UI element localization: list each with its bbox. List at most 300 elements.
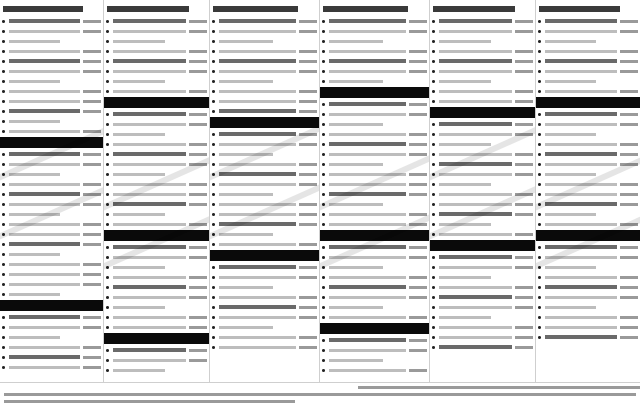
feature-price xyxy=(515,60,533,63)
bullet-icon xyxy=(322,316,325,319)
bullet-icon xyxy=(432,30,435,33)
feature-text xyxy=(9,336,60,339)
feature-row xyxy=(104,199,209,209)
feature-text xyxy=(329,163,383,166)
feature-text xyxy=(219,50,296,53)
bullet-icon xyxy=(322,143,325,146)
feature-row xyxy=(320,262,429,272)
feature-row xyxy=(430,272,535,282)
bullet-icon xyxy=(106,349,109,352)
feature-row xyxy=(320,56,429,66)
feature-price xyxy=(409,143,427,146)
feature-row xyxy=(0,26,103,36)
feature-text xyxy=(545,285,617,289)
bullet-icon xyxy=(538,203,541,206)
feature-row xyxy=(536,46,640,56)
feature-price xyxy=(620,123,638,126)
feature-row xyxy=(210,36,319,46)
feature-text xyxy=(329,203,383,206)
bullet-icon xyxy=(432,80,435,83)
bullet-icon xyxy=(538,286,541,289)
bullet-icon xyxy=(106,163,109,166)
feature-text xyxy=(329,173,406,176)
feature-text xyxy=(545,335,617,339)
feature-row xyxy=(536,36,640,46)
column-heading-text xyxy=(433,6,515,12)
bullet-icon xyxy=(432,100,435,103)
feature-row xyxy=(0,259,103,269)
bullet-icon xyxy=(106,133,109,136)
feature-row xyxy=(320,242,429,252)
feature-text xyxy=(219,143,296,146)
feature-text xyxy=(329,59,406,63)
bullet-icon xyxy=(106,20,109,23)
feature-row xyxy=(430,322,535,332)
feature-row xyxy=(104,262,209,272)
feature-row xyxy=(0,116,103,126)
feature-price xyxy=(83,30,101,33)
feature-row xyxy=(536,129,640,139)
bullet-icon xyxy=(106,203,109,206)
feature-row xyxy=(430,149,535,159)
section-feature-list xyxy=(104,242,209,332)
feature-price xyxy=(83,50,101,53)
feature-row xyxy=(210,129,319,139)
bullet-icon xyxy=(432,183,435,186)
feature-text xyxy=(113,306,165,309)
feature-row xyxy=(0,16,103,26)
bullet-icon xyxy=(106,326,109,329)
feature-text xyxy=(329,369,406,372)
feature-row xyxy=(0,66,103,76)
feature-text xyxy=(545,202,617,206)
feature-row xyxy=(210,229,319,239)
feature-price xyxy=(83,316,101,319)
feature-row xyxy=(0,249,103,259)
feature-row xyxy=(536,16,640,26)
feature-text xyxy=(9,315,80,319)
feature-row xyxy=(210,159,319,169)
feature-price xyxy=(299,316,317,319)
feature-text xyxy=(9,242,80,246)
bullet-icon xyxy=(538,246,541,249)
section-header-bar xyxy=(320,87,429,98)
feature-row xyxy=(210,149,319,159)
feature-text xyxy=(439,255,512,259)
column-heading xyxy=(320,2,429,16)
section-header-bar xyxy=(104,333,209,344)
feature-price xyxy=(83,90,101,93)
bullet-icon xyxy=(538,316,541,319)
feature-row xyxy=(0,56,103,66)
feature-price xyxy=(83,183,101,186)
bullet-icon xyxy=(106,123,109,126)
bullet-icon xyxy=(212,266,215,269)
bullet-icon xyxy=(212,173,215,176)
feature-row xyxy=(0,352,103,362)
bullet-icon xyxy=(432,326,435,329)
bullet-icon xyxy=(322,256,325,259)
feature-text xyxy=(439,80,491,83)
feature-text xyxy=(545,50,617,53)
feature-row xyxy=(320,169,429,179)
bullet-icon xyxy=(538,183,541,186)
feature-price xyxy=(409,70,427,73)
feature-row xyxy=(320,335,429,345)
bullet-icon xyxy=(432,306,435,309)
feature-text xyxy=(545,133,596,136)
feature-text xyxy=(113,193,186,196)
feature-text xyxy=(329,80,383,83)
bullet-icon xyxy=(538,30,541,33)
column-heading-text xyxy=(323,6,408,12)
bullet-icon xyxy=(322,20,325,23)
feature-row xyxy=(320,219,429,229)
bullet-icon xyxy=(212,153,215,156)
bullet-icon xyxy=(2,293,5,296)
feature-price xyxy=(409,246,427,249)
feature-row xyxy=(320,365,429,375)
feature-text xyxy=(439,173,512,176)
bullet-icon xyxy=(322,339,325,342)
feature-row xyxy=(0,312,103,322)
feature-text xyxy=(113,163,186,166)
feature-text xyxy=(545,256,617,259)
feature-row xyxy=(430,179,535,189)
feature-text xyxy=(9,109,80,113)
feature-text xyxy=(113,266,165,269)
feature-text xyxy=(329,192,406,196)
bullet-icon xyxy=(432,60,435,63)
bullet-icon xyxy=(2,173,5,176)
feature-text xyxy=(439,100,512,103)
feature-text xyxy=(9,163,80,166)
feature-price xyxy=(409,103,427,106)
feature-list xyxy=(320,16,429,86)
feature-price xyxy=(189,90,207,93)
feature-row xyxy=(104,129,209,139)
feature-text xyxy=(219,265,296,269)
feature-row xyxy=(104,365,209,375)
bullet-icon xyxy=(322,349,325,352)
bullet-icon xyxy=(322,213,325,216)
bullet-icon xyxy=(2,120,5,123)
bullet-icon xyxy=(2,203,5,206)
column-heading xyxy=(430,2,535,16)
bullet-icon xyxy=(212,143,215,146)
section-header-bar xyxy=(320,323,429,334)
feature-text xyxy=(545,163,617,166)
bullet-icon xyxy=(2,223,5,226)
feature-text xyxy=(9,192,80,196)
feature-row xyxy=(0,96,103,106)
bullet-icon xyxy=(538,50,541,53)
bullet-icon xyxy=(538,163,541,166)
bullet-icon xyxy=(212,193,215,196)
feature-text xyxy=(545,266,596,269)
feature-row xyxy=(536,302,640,312)
bullet-icon xyxy=(2,336,5,339)
feature-text xyxy=(545,19,617,23)
feature-price xyxy=(620,193,638,196)
feature-price xyxy=(189,60,207,63)
feature-text xyxy=(219,326,273,329)
bullet-icon xyxy=(538,90,541,93)
feature-row xyxy=(320,199,429,209)
bullet-icon xyxy=(322,70,325,73)
feature-row xyxy=(104,159,209,169)
feature-row xyxy=(104,272,209,282)
feature-price xyxy=(299,90,317,93)
bullet-icon xyxy=(106,113,109,116)
feature-row xyxy=(210,179,319,189)
bullet-icon xyxy=(322,266,325,269)
feature-row xyxy=(104,282,209,292)
bullet-icon xyxy=(322,359,325,362)
feature-price xyxy=(409,223,427,226)
bullet-icon xyxy=(538,336,541,339)
feature-text xyxy=(113,369,165,372)
feature-text xyxy=(9,50,80,53)
feature-row xyxy=(536,66,640,76)
feature-row xyxy=(104,189,209,199)
feature-price xyxy=(620,296,638,299)
bullet-icon xyxy=(212,183,215,186)
feature-text xyxy=(329,123,383,126)
bullet-icon xyxy=(212,326,215,329)
bullet-icon xyxy=(212,336,215,339)
feature-text xyxy=(9,273,80,276)
feature-text xyxy=(9,293,60,296)
feature-text xyxy=(219,40,273,43)
bullet-icon xyxy=(322,103,325,106)
bullet-icon xyxy=(432,296,435,299)
feature-text xyxy=(113,70,186,73)
feature-price xyxy=(189,286,207,289)
feature-price xyxy=(515,193,533,196)
feature-price xyxy=(515,50,533,53)
section-feature-list xyxy=(210,262,319,352)
feature-row xyxy=(430,219,535,229)
feature-row xyxy=(104,26,209,36)
feature-text xyxy=(329,113,406,116)
feature-price xyxy=(515,163,533,166)
feature-text xyxy=(9,30,80,33)
feature-price xyxy=(189,316,207,319)
feature-text xyxy=(329,30,406,33)
feature-price xyxy=(515,123,533,126)
feature-text xyxy=(545,90,617,93)
feature-price xyxy=(189,223,207,226)
feature-price xyxy=(515,346,533,349)
feature-price xyxy=(620,246,638,249)
feature-price xyxy=(515,296,533,299)
feature-text xyxy=(9,40,60,43)
feature-row xyxy=(210,189,319,199)
feature-price xyxy=(515,133,533,136)
feature-row xyxy=(320,149,429,159)
bullet-icon xyxy=(432,286,435,289)
bullet-icon xyxy=(432,143,435,146)
feature-text xyxy=(9,355,80,359)
feature-text xyxy=(545,112,617,116)
feature-price xyxy=(83,233,101,236)
feature-price xyxy=(189,153,207,156)
bullet-icon xyxy=(106,306,109,309)
bullet-icon xyxy=(322,30,325,33)
feature-text xyxy=(545,123,617,126)
bullet-icon xyxy=(212,213,215,216)
bullet-icon xyxy=(106,80,109,83)
feature-text xyxy=(545,316,617,319)
feature-row xyxy=(536,169,640,179)
feature-text xyxy=(545,152,617,156)
bullet-icon xyxy=(432,346,435,349)
feature-text xyxy=(439,153,512,156)
feature-price xyxy=(620,50,638,53)
feature-price xyxy=(83,130,101,133)
feature-price xyxy=(189,30,207,33)
feature-row xyxy=(0,86,103,96)
bullet-icon xyxy=(212,306,215,309)
bullet-icon xyxy=(432,276,435,279)
feature-row xyxy=(536,262,640,272)
feature-text xyxy=(219,30,296,33)
footer-line xyxy=(4,393,636,396)
feature-row xyxy=(536,219,640,229)
feature-row xyxy=(320,46,429,56)
feature-text xyxy=(113,316,186,319)
feature-price xyxy=(409,349,427,352)
bullet-icon xyxy=(432,133,435,136)
feature-list xyxy=(104,16,209,96)
section-feature-list xyxy=(536,242,640,342)
feature-row xyxy=(536,252,640,262)
feature-price xyxy=(83,203,101,206)
feature-text xyxy=(329,102,406,106)
bullet-icon xyxy=(212,50,215,53)
feature-price xyxy=(189,349,207,352)
feature-text xyxy=(9,152,80,156)
feature-price xyxy=(83,100,101,103)
feature-row xyxy=(536,139,640,149)
bullet-icon xyxy=(2,183,5,186)
feature-row xyxy=(104,119,209,129)
feature-row xyxy=(430,332,535,342)
bullet-icon xyxy=(2,60,5,63)
feature-row xyxy=(536,292,640,302)
bullet-icon xyxy=(2,50,5,53)
bullet-icon xyxy=(538,306,541,309)
feature-text xyxy=(545,59,617,63)
feature-text xyxy=(9,253,60,256)
section-header-bar xyxy=(536,97,640,108)
feature-text xyxy=(329,19,406,23)
feature-text xyxy=(439,306,512,309)
bullet-icon xyxy=(2,213,5,216)
bullet-icon xyxy=(432,203,435,206)
feature-price xyxy=(620,113,638,116)
feature-text xyxy=(329,183,406,186)
feature-price xyxy=(620,286,638,289)
bullet-icon xyxy=(212,70,215,73)
feature-price xyxy=(83,356,101,359)
feature-text xyxy=(329,296,406,299)
feature-text xyxy=(329,349,406,352)
feature-row xyxy=(320,292,429,302)
feature-row xyxy=(104,46,209,56)
feature-row xyxy=(320,355,429,365)
feature-price xyxy=(515,30,533,33)
feature-text xyxy=(113,152,186,156)
feature-text xyxy=(329,285,406,289)
feature-row xyxy=(104,169,209,179)
bullet-icon xyxy=(212,276,215,279)
feature-text xyxy=(545,183,617,186)
feature-row xyxy=(0,209,103,219)
feature-text xyxy=(113,348,186,352)
feature-price xyxy=(409,286,427,289)
feature-list xyxy=(210,16,319,116)
feature-row xyxy=(430,199,535,209)
feature-row xyxy=(210,86,319,96)
feature-text xyxy=(113,296,186,299)
feature-text xyxy=(9,366,80,369)
bullet-icon xyxy=(106,183,109,186)
bullet-icon xyxy=(322,60,325,63)
feature-price xyxy=(83,263,101,266)
feature-price xyxy=(189,246,207,249)
feature-text xyxy=(219,222,296,226)
section-feature-list xyxy=(210,129,319,249)
feature-price xyxy=(620,183,638,186)
bullet-icon xyxy=(432,70,435,73)
feature-row xyxy=(536,86,640,96)
feature-price xyxy=(83,20,101,23)
feature-text xyxy=(113,90,186,93)
section-feature-list xyxy=(0,312,103,372)
feature-price xyxy=(515,256,533,259)
feature-price xyxy=(409,50,427,53)
bullet-icon xyxy=(106,70,109,73)
feature-price xyxy=(299,203,317,206)
feature-text xyxy=(545,276,617,279)
feature-text xyxy=(9,183,80,186)
feature-text xyxy=(439,286,512,289)
feature-row xyxy=(0,289,103,299)
feature-price xyxy=(409,153,427,156)
feature-row xyxy=(430,169,535,179)
section-header-bar xyxy=(210,117,319,128)
feature-price xyxy=(299,133,317,136)
feature-text xyxy=(439,50,512,53)
bullet-icon xyxy=(322,113,325,116)
bullet-icon xyxy=(538,193,541,196)
bullet-icon xyxy=(106,143,109,146)
feature-row xyxy=(104,292,209,302)
feature-price xyxy=(620,276,638,279)
bullet-icon xyxy=(212,163,215,166)
column-heading-text xyxy=(3,6,83,12)
feature-price xyxy=(620,153,638,156)
feature-row xyxy=(210,76,319,86)
feature-text xyxy=(439,233,512,236)
feature-row xyxy=(0,279,103,289)
feature-text xyxy=(9,263,80,266)
feature-text xyxy=(219,276,296,279)
feature-row xyxy=(320,282,429,292)
bullet-icon xyxy=(2,110,5,113)
